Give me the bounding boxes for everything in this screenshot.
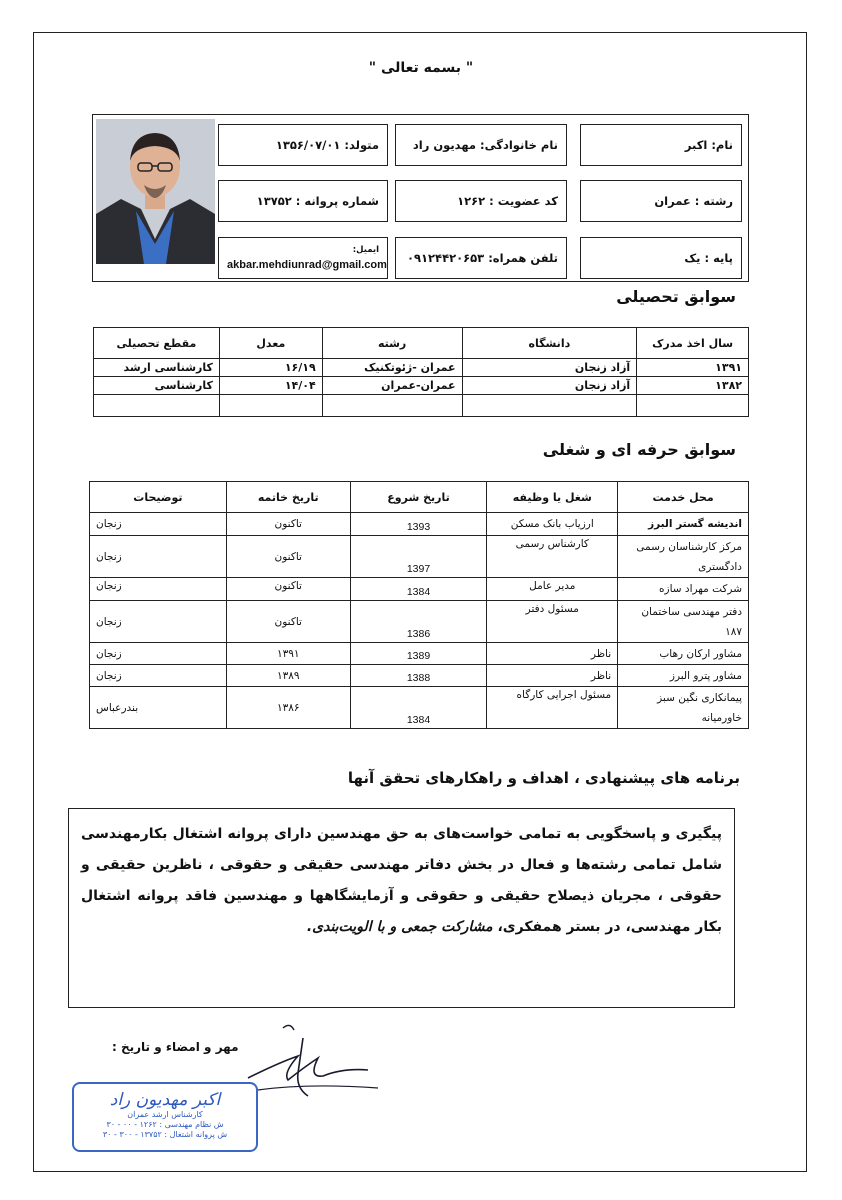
job-cell-role: مسئول اجرایی کارگاه xyxy=(487,687,618,729)
job-cell-start: 1388 xyxy=(350,665,487,687)
stamp-membership-line: ش نظام مهندسی : ۱۲۶۲ - ۰۰ - ۳۰ xyxy=(106,1120,224,1129)
job-cell-role: کارشناس رسمی xyxy=(487,536,618,578)
email-label: ایمیل: xyxy=(352,245,379,255)
field-label: رشته : xyxy=(694,194,733,208)
job-cell-notes: زنجان xyxy=(90,601,227,643)
table-row xyxy=(90,601,749,643)
stamp-license-line: ش پروانه اشتغال : ۱۳۷۵۲ - ۳۰۰ - ۳۰ xyxy=(102,1130,228,1139)
edu-header-gpa: معدل xyxy=(219,328,322,359)
edu-cell-field xyxy=(322,395,462,417)
edu-cell-university: آزاد زنجان xyxy=(462,359,637,377)
edu-cell-university xyxy=(462,395,637,417)
edu-cell-degree: کارشناسی xyxy=(94,377,220,395)
edu-cell-university: آزاد زنجان xyxy=(462,377,637,395)
job-cell-place: مشاور ارکان رهاب xyxy=(618,643,749,665)
jobs-header-row xyxy=(90,482,749,513)
job-cell-start: 1386 xyxy=(350,601,487,643)
job-cell-place: دفتر مهندسی ساختمان ۱۸۷ xyxy=(618,601,749,643)
job-cell-notes: زنجان xyxy=(90,643,227,665)
field-value: عمران xyxy=(654,194,691,208)
job-cell-start: 1393 xyxy=(350,513,487,536)
job-cell-start: 1384 xyxy=(350,578,487,601)
job-cell-end: تاکنون xyxy=(226,578,350,601)
phone-value: ۰۹۱۲۴۴۲۰۶۵۳ xyxy=(406,251,485,265)
first-name-value: اکبر xyxy=(684,138,708,152)
job-cell-role: مدیر عامل xyxy=(487,578,618,601)
plans-text-box xyxy=(68,808,735,1008)
job-cell-role: ارزیاب بانک مسکن xyxy=(487,513,618,536)
edu-header-degree: مقطع تحصیلی xyxy=(94,328,220,359)
plans-body-text: پیگیری و پاسخگویی به تمامی خواست‌های به حق مهندسین دارای پروانه اشتغال بکارمهندسی شامل تمامی رشته‌ها و فعال در بخش دفاتر مهندسی حقیقی و حقوقی ، ناظرین حقیقی و حقوقی ، مجریان ذیصلاح حقیقی و حقوقی و آزمایشگاهها و مهندسین فاقد پروانه اشتغال بکار مهندسی، در بستر همفکری، xyxy=(81,826,722,935)
job-cell-role: ناظر xyxy=(487,643,618,665)
edu-cell-degree xyxy=(94,395,220,417)
job-cell-notes: بندرعباس xyxy=(90,687,227,729)
birth-date-field xyxy=(218,124,388,166)
job-cell-end: ۱۳۸۶ xyxy=(226,687,350,729)
job-header-place: محل خدمت xyxy=(618,482,749,513)
license-value: ۱۳۷۵۲ xyxy=(256,194,292,208)
stamp-name: اکبر مهدیون راد xyxy=(109,1090,221,1110)
last-name-label: نام خانوادگی: xyxy=(480,138,558,152)
job-cell-place: شرکت مهراد سازه xyxy=(618,578,749,601)
edu-cell-gpa: ۱۶/۱۹ xyxy=(219,359,322,377)
job-cell-end: تاکنون xyxy=(226,601,350,643)
table-row xyxy=(90,643,749,665)
edu-header-year: سال اخذ مدرک xyxy=(637,328,749,359)
education-header-row xyxy=(94,328,749,359)
job-cell-place: اندیشه گستر البرز xyxy=(618,513,749,536)
table-row xyxy=(94,359,749,377)
edu-cell-gpa: ۱۴/۰۴ xyxy=(219,377,322,395)
email-field xyxy=(218,237,388,279)
birth-date-label: متولد: xyxy=(344,138,379,152)
plans-body-ending: مشارکت جمعی و با الویت‌بندی. xyxy=(306,919,493,935)
job-cell-role: ناظر xyxy=(487,665,618,687)
job-header-end: تاریخ خاتمه xyxy=(226,482,350,513)
edu-cell-degree: کارشناسی ارشد xyxy=(94,359,220,377)
edu-cell-year: ۱۳۹۱ xyxy=(637,359,749,377)
job-cell-place: مشاور پترو البرز xyxy=(618,665,749,687)
table-row xyxy=(90,665,749,687)
last-name-value: مهدیون راد xyxy=(412,138,477,152)
job-cell-end: تاکنون xyxy=(226,536,350,578)
job-cell-start: 1389 xyxy=(350,643,487,665)
edu-cell-year xyxy=(637,395,749,417)
job-cell-notes: زنجان xyxy=(90,665,227,687)
job-cell-end: ۱۳۹۱ xyxy=(226,643,350,665)
official-stamp xyxy=(72,1082,258,1152)
edu-cell-field: عمران-عمران xyxy=(322,377,462,395)
membership-label: کد عضویت : xyxy=(489,194,558,208)
email-value: akbar.mehdiunrad@gmail.com xyxy=(227,259,387,271)
job-header-notes: توضیحات xyxy=(90,482,227,513)
membership-code-field xyxy=(395,180,567,222)
stamp-title: کارشناس ارشد عمران xyxy=(127,1110,203,1119)
table-row xyxy=(94,395,749,417)
education-table xyxy=(93,327,749,417)
document-header: " بسمه تعالی " xyxy=(368,60,474,76)
membership-value: ۱۲۶۲ xyxy=(457,194,486,208)
job-cell-notes: زنجان xyxy=(90,578,227,601)
job-header-start: تاریخ شروع xyxy=(350,482,487,513)
birth-date-value: ۱۳۵۶/۰۷/۰۱ xyxy=(275,138,341,152)
job-cell-notes: زنجان xyxy=(90,513,227,536)
edu-cell-year: ۱۳۸۲ xyxy=(637,377,749,395)
job-cell-start: 1384 xyxy=(350,687,487,729)
license-label: شماره پروانه : xyxy=(295,194,379,208)
job-cell-place: مرکز کارشناسان رسمی دادگستری xyxy=(618,536,749,578)
job-cell-notes: زنجان xyxy=(90,536,227,578)
job-cell-end: تاکنون xyxy=(226,513,350,536)
education-section-title: سوابق تحصیلی xyxy=(616,287,736,306)
table-row xyxy=(90,687,749,729)
edu-cell-gpa xyxy=(219,395,322,417)
job-header-role: شغل یا وظیفه xyxy=(487,482,618,513)
grade-label: پایه : xyxy=(704,251,733,265)
jobs-table xyxy=(89,481,749,729)
table-row xyxy=(90,513,749,536)
job-cell-role: مسئول دفتر xyxy=(487,601,618,643)
license-number-field xyxy=(218,180,388,222)
grade-value: یک xyxy=(684,251,701,265)
job-cell-end: ۱۳۸۹ xyxy=(226,665,350,687)
table-row xyxy=(90,536,749,578)
first-name-label: نام: xyxy=(711,138,733,152)
profile-photo xyxy=(96,119,215,264)
table-row xyxy=(94,377,749,395)
job-cell-start: 1397 xyxy=(350,536,487,578)
last-name-field xyxy=(395,124,567,166)
field-of-study-field xyxy=(580,180,742,222)
plans-section-title: برنامه های پیشنهادی ، اهداف و راهکارهای تحقق آنها xyxy=(347,769,740,787)
edu-cell-field: عمران -ژئوتکنیک xyxy=(322,359,462,377)
first-name-field xyxy=(580,124,742,166)
edu-header-field: رشته xyxy=(322,328,462,359)
phone-label: تلفن همراه: xyxy=(488,251,558,265)
mobile-phone-field xyxy=(395,237,567,279)
edu-header-university: دانشگاه xyxy=(462,328,637,359)
signature-stamp-date-label: مهر و امضاء و تاریخ : xyxy=(112,1040,239,1054)
table-row xyxy=(90,578,749,601)
jobs-section-title: سوابق حرفه ای و شغلی xyxy=(542,440,736,459)
job-cell-place: پیمانکاری نگین سبز خاورمیانه xyxy=(618,687,749,729)
grade-field xyxy=(580,237,742,279)
